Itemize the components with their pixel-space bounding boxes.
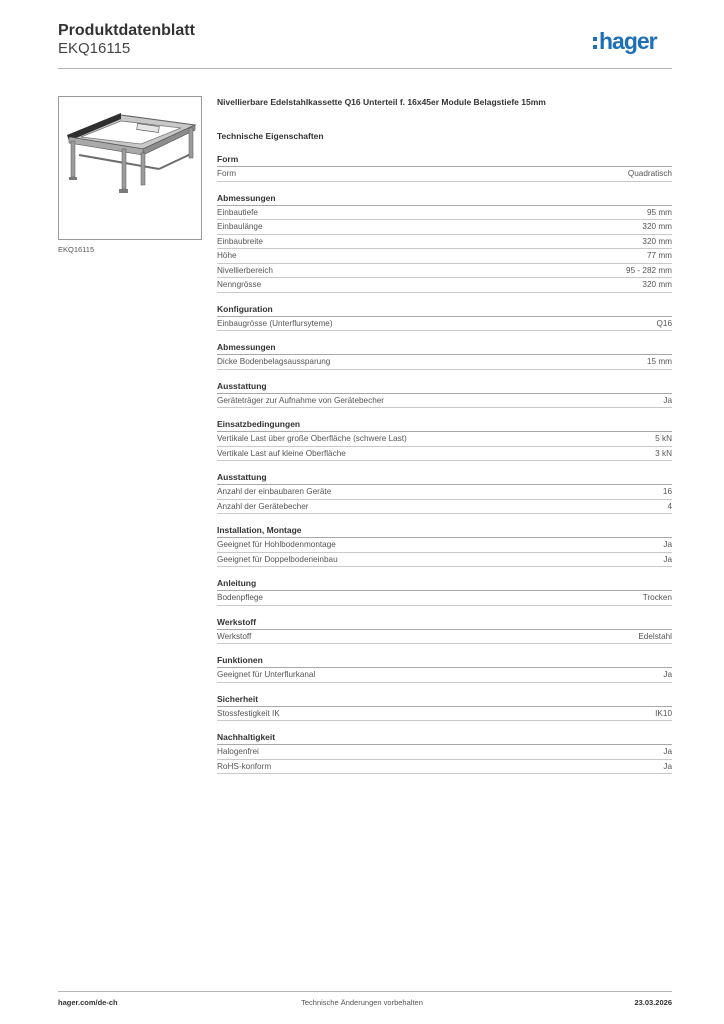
spec-row	[217, 500, 672, 515]
spec-row	[217, 394, 672, 409]
spec-label: Nivellierbereich	[217, 265, 273, 275]
spec-row	[217, 206, 672, 221]
spec-value: 15 mm	[646, 357, 672, 367]
section-title: Form	[217, 154, 239, 164]
spec-value: 4	[667, 501, 672, 511]
spec-value: 320 mm	[642, 222, 672, 232]
section-title: Nachhaltigkeit	[217, 732, 276, 742]
hager-logo	[592, 27, 674, 57]
spec-row	[217, 278, 672, 293]
spec-label: Einbaugrösse (Unterflursyteme)	[217, 318, 333, 328]
spec-row	[217, 432, 672, 447]
spec-value: Ja	[663, 540, 672, 550]
product-image	[58, 96, 202, 240]
product-code: EKQ16115	[58, 40, 131, 57]
spec-label: Einbaulänge	[217, 222, 263, 232]
spec-value: 77 mm	[646, 251, 672, 261]
section-title: Ausstattung	[217, 472, 267, 482]
spec-value: Q16	[656, 318, 672, 328]
spec-value: 320 mm	[642, 236, 672, 246]
spec-value: 3 kN	[655, 448, 672, 458]
spec-value: Ja	[663, 395, 672, 405]
spec-value: 95 mm	[646, 207, 672, 217]
spec-value: 95 - 282 mm	[626, 265, 672, 275]
spec-value: IK10	[655, 708, 672, 718]
spec-label: Bodenpflege	[217, 593, 263, 603]
section-title: Installation, Montage	[217, 525, 302, 535]
specs-heading: Technische Eigenschaften	[217, 131, 324, 141]
section-title: Werkstoff	[217, 616, 257, 627]
spec-label: Einbaubreite	[217, 236, 263, 246]
spec-value: Ja	[663, 747, 672, 757]
spec-section	[217, 152, 672, 182]
spec-label: Form	[217, 169, 237, 179]
spec-label: Anzahl der einbaubaren Geräte	[217, 487, 332, 497]
spec-section	[217, 730, 672, 774]
spec-section	[217, 653, 672, 683]
spec-label: Werkstoff	[217, 631, 252, 641]
spec-row	[217, 249, 672, 264]
spec-row	[217, 264, 672, 279]
spec-section	[217, 692, 672, 722]
spec-label: Nenngrösse	[217, 280, 262, 290]
spec-value: 16	[662, 487, 672, 497]
footer-notice: Technische Änderungen vorbehalten	[301, 998, 423, 1007]
spec-row	[217, 630, 672, 645]
spec-label: Dicke Bodenbelagsaussparung	[217, 357, 331, 367]
spec-value: Trocken	[642, 593, 672, 603]
spec-row	[217, 167, 672, 182]
document-title: Produktdatenblatt	[58, 22, 195, 39]
section-title: Abmessungen	[217, 342, 276, 352]
spec-row	[217, 707, 672, 722]
spec-label: Höhe	[217, 251, 237, 261]
product-details	[217, 95, 672, 774]
header-divider	[58, 68, 672, 69]
spec-row	[217, 538, 672, 553]
spec-value: Ja	[663, 554, 672, 564]
spec-value: Ja	[663, 670, 672, 680]
image-caption: EKQ16115	[58, 245, 95, 254]
spec-section	[217, 379, 672, 409]
section-title: Einsatzbedingungen	[217, 419, 301, 429]
section-title: Sicherheit	[217, 693, 259, 704]
spec-section	[217, 615, 672, 645]
spec-row	[217, 668, 672, 683]
spec-label: Stossfestigkeit IK	[217, 708, 280, 718]
spec-value: 320 mm	[642, 280, 672, 290]
spec-row	[217, 485, 672, 500]
spec-row	[217, 235, 672, 250]
spec-row	[217, 355, 672, 370]
spec-row	[217, 220, 672, 235]
spec-section	[217, 417, 672, 461]
cassette-illustration-icon	[59, 97, 201, 239]
spec-row	[217, 745, 672, 760]
spec-row	[217, 760, 672, 775]
spec-section	[217, 302, 672, 332]
footer-date: 23.03.2026	[634, 998, 672, 1007]
logo-dot-bottom	[593, 45, 597, 49]
section-title: Abmessungen	[217, 192, 276, 203]
spec-label: Geeignet für Unterflurkanal	[217, 670, 316, 680]
spec-section	[217, 523, 672, 567]
logo-wordmark: hager	[599, 28, 657, 54]
spec-row	[217, 447, 672, 462]
footer-website: hager.com/de-ch	[58, 998, 118, 1007]
product-name: Nivellierbare Edelstahlkassette Q16 Unterteil f. 16x45er Module Belagstiefe 15mm	[217, 97, 546, 107]
spec-label: RoHS-konform	[217, 761, 272, 771]
spec-section	[217, 470, 672, 514]
spec-section	[217, 340, 672, 370]
spec-label: Vertikale Last über große Oberfläche (schwere Last)	[217, 434, 407, 444]
section-title: Konfiguration	[217, 303, 273, 314]
footer-divider	[58, 991, 672, 992]
spec-value: 5 kN	[655, 434, 672, 444]
spec-section	[217, 191, 672, 293]
spec-label: Vertikale Last auf kleine Oberfläche	[217, 448, 346, 458]
spec-label: Anzahl der Gerätebecher	[217, 501, 309, 511]
spec-value: Ja	[663, 761, 672, 771]
spec-section	[217, 576, 672, 606]
spec-row	[217, 591, 672, 606]
spec-row	[217, 317, 672, 332]
spec-label: Halogenfrei	[217, 747, 259, 757]
spec-value: Quadratisch	[627, 169, 672, 179]
section-title: Anleitung	[217, 578, 257, 588]
spec-row	[217, 553, 672, 568]
spec-label: Geeignet für Doppelbodeneinbau	[217, 554, 338, 564]
spec-label: Einbautiefe	[217, 207, 258, 217]
section-title: Ausstattung	[217, 380, 267, 391]
spec-label: Geräteträger zur Aufnahme von Gerätebecher	[217, 395, 385, 405]
spec-value: Edelstahl	[638, 631, 672, 641]
logo-dot-top	[593, 37, 597, 41]
section-title: Funktionen	[217, 655, 263, 665]
spec-sections	[217, 152, 672, 774]
spec-label: Geeignet für Hohlbodenmontage	[217, 540, 336, 550]
